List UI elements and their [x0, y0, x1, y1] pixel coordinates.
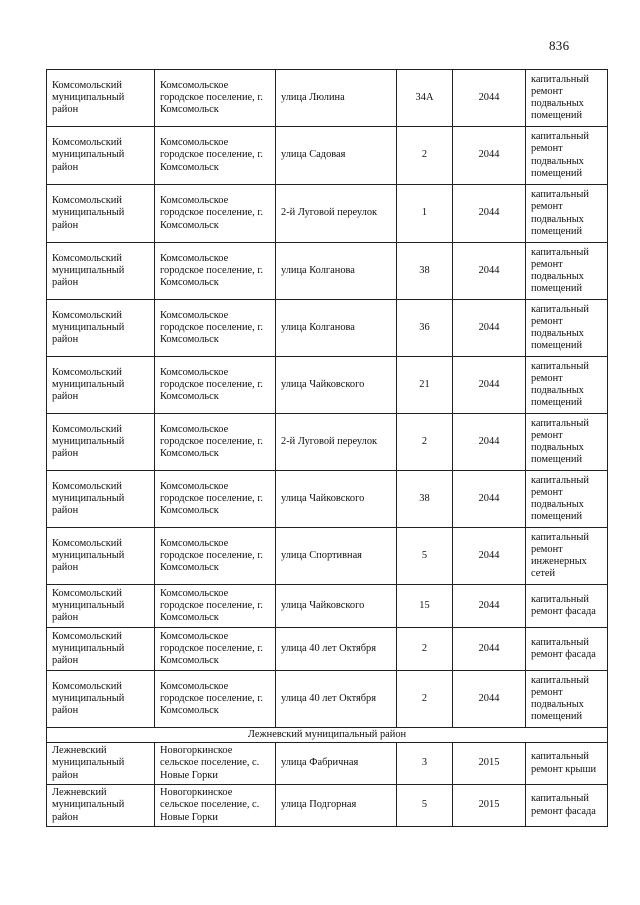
year-cell: 2044: [453, 185, 526, 243]
street-cell: улица 40 лет Октября: [276, 628, 397, 671]
work-type-cell: капитальный ремонт инженерных сетей: [526, 528, 608, 585]
table-row: [47, 357, 608, 414]
district-cell: Комсомольский муниципальный район: [47, 528, 155, 585]
district-cell: Комсомольский муниципальный район: [47, 471, 155, 528]
work-type-cell: капитальный ремонт подвальных помещений: [526, 671, 608, 728]
work-type-cell: капитальный ремонт крыши: [526, 743, 608, 785]
work-type-cell: капитальный ремонт подвальных помещений: [526, 243, 608, 300]
year-cell: 2044: [453, 70, 526, 127]
street-cell: улица Садовая: [276, 127, 397, 185]
work-type-cell: капитальный ремонт подвальных помещений: [526, 185, 608, 243]
settlement-cell: Комсомольское городское поселение, г. Комсомольск: [155, 528, 276, 585]
street-cell: 2-й Луговой переулок: [276, 414, 397, 471]
year-cell: 2044: [453, 243, 526, 300]
house-number-cell: 1: [397, 185, 453, 243]
street-cell: улица Спортивная: [276, 528, 397, 585]
table-row: [47, 471, 608, 528]
section-title: Лежневский муниципальный район: [47, 728, 608, 743]
table-row: [47, 243, 608, 300]
settlement-cell: Комсомольское городское поселение, г. Комсомольск: [155, 127, 276, 185]
work-type-cell: капитальный ремонт подвальных помещений: [526, 70, 608, 127]
settlement-cell: Комсомольское городское поселение, г. Комсомольск: [155, 357, 276, 414]
street-cell: улица Колганова: [276, 243, 397, 300]
table-row: [47, 127, 608, 185]
settlement-cell: Комсомольское городское поселение, г. Комсомольск: [155, 471, 276, 528]
district-cell: Комсомольский муниципальный район: [47, 585, 155, 628]
district-cell: Комсомольский муниципальный район: [47, 185, 155, 243]
work-type-cell: капитальный ремонт фасада: [526, 785, 608, 827]
district-cell: Комсомольский муниципальный район: [47, 357, 155, 414]
work-type-cell: капитальный ремонт подвальных помещений: [526, 300, 608, 357]
house-number-cell: 2: [397, 671, 453, 728]
house-number-cell: 5: [397, 528, 453, 585]
settlement-cell: Комсомольское городское поселение, г. Комсомольск: [155, 185, 276, 243]
district-cell: Комсомольский муниципальный район: [47, 127, 155, 185]
work-type-cell: капитальный ремонт подвальных помещений: [526, 127, 608, 185]
table-row: [47, 743, 608, 785]
house-number-cell: 34А: [397, 70, 453, 127]
district-cell: Лежневский муниципальный район: [47, 743, 155, 785]
year-cell: 2044: [453, 127, 526, 185]
street-cell: улица Фабричная: [276, 743, 397, 785]
street-cell: улица Чайковского: [276, 357, 397, 414]
settlement-cell: Комсомольское городское поселение, г. Комсомольск: [155, 243, 276, 300]
settlement-cell: Комсомольское городское поселение, г. Комсомольск: [155, 628, 276, 671]
table-row: [47, 628, 608, 671]
settlement-cell: Новогоркинское сельское поселение, с. Новые Горки: [155, 743, 276, 785]
house-number-cell: 2: [397, 628, 453, 671]
table-row: [47, 671, 608, 728]
year-cell: 2044: [453, 585, 526, 628]
street-cell: улица Чайковского: [276, 585, 397, 628]
settlement-cell: Комсомольское городское поселение, г. Комсомольск: [155, 671, 276, 728]
year-cell: 2015: [453, 785, 526, 827]
table-row: [47, 585, 608, 628]
settlement-cell: Комсомольское городское поселение, г. Комсомольск: [155, 70, 276, 127]
year-cell: 2015: [453, 743, 526, 785]
year-cell: 2044: [453, 471, 526, 528]
house-number-cell: 38: [397, 243, 453, 300]
house-number-cell: 2: [397, 414, 453, 471]
settlement-cell: Комсомольское городское поселение, г. Комсомольск: [155, 414, 276, 471]
house-number-cell: 5: [397, 785, 453, 827]
district-cell: Комсомольский муниципальный район: [47, 300, 155, 357]
street-cell: улица Колганова: [276, 300, 397, 357]
district-cell: Комсомольский муниципальный район: [47, 628, 155, 671]
district-cell: Лежневский муниципальный район: [47, 785, 155, 827]
house-number-cell: 36: [397, 300, 453, 357]
street-cell: улица Подгорная: [276, 785, 397, 827]
house-number-cell: 3: [397, 743, 453, 785]
house-number-cell: 2: [397, 127, 453, 185]
table-row: [47, 785, 608, 827]
table-row: [47, 70, 608, 127]
district-cell: Комсомольский муниципальный район: [47, 414, 155, 471]
street-cell: улица 40 лет Октября: [276, 671, 397, 728]
section-header-row: [47, 728, 608, 743]
table-row: [47, 185, 608, 243]
district-cell: Комсомольский муниципальный район: [47, 70, 155, 127]
year-cell: 2044: [453, 671, 526, 728]
year-cell: 2044: [453, 357, 526, 414]
table-row: [47, 528, 608, 585]
year-cell: 2044: [453, 528, 526, 585]
settlement-cell: Новогоркинское сельское поселение, с. Новые Горки: [155, 785, 276, 827]
district-cell: Комсомольский муниципальный район: [47, 243, 155, 300]
house-number-cell: 15: [397, 585, 453, 628]
repair-schedule-table: [46, 69, 608, 827]
settlement-cell: Комсомольское городское поселение, г. Комсомольск: [155, 585, 276, 628]
year-cell: 2044: [453, 628, 526, 671]
street-cell: улица Люлина: [276, 70, 397, 127]
work-type-cell: капитальный ремонт фасада: [526, 628, 608, 671]
year-cell: 2044: [453, 414, 526, 471]
house-number-cell: 21: [397, 357, 453, 414]
work-type-cell: капитальный ремонт фасада: [526, 585, 608, 628]
street-cell: 2-й Луговой переулок: [276, 185, 397, 243]
page-number: 836: [549, 38, 570, 53]
settlement-cell: Комсомольское городское поселение, г. Комсомольск: [155, 300, 276, 357]
work-type-cell: капитальный ремонт подвальных помещений: [526, 471, 608, 528]
work-type-cell: капитальный ремонт подвальных помещений: [526, 357, 608, 414]
street-cell: улица Чайковского: [276, 471, 397, 528]
district-cell: Комсомольский муниципальный район: [47, 671, 155, 728]
year-cell: 2044: [453, 300, 526, 357]
table-row: [47, 300, 608, 357]
house-number-cell: 38: [397, 471, 453, 528]
table-row: [47, 414, 608, 471]
work-type-cell: капитальный ремонт подвальных помещений: [526, 414, 608, 471]
